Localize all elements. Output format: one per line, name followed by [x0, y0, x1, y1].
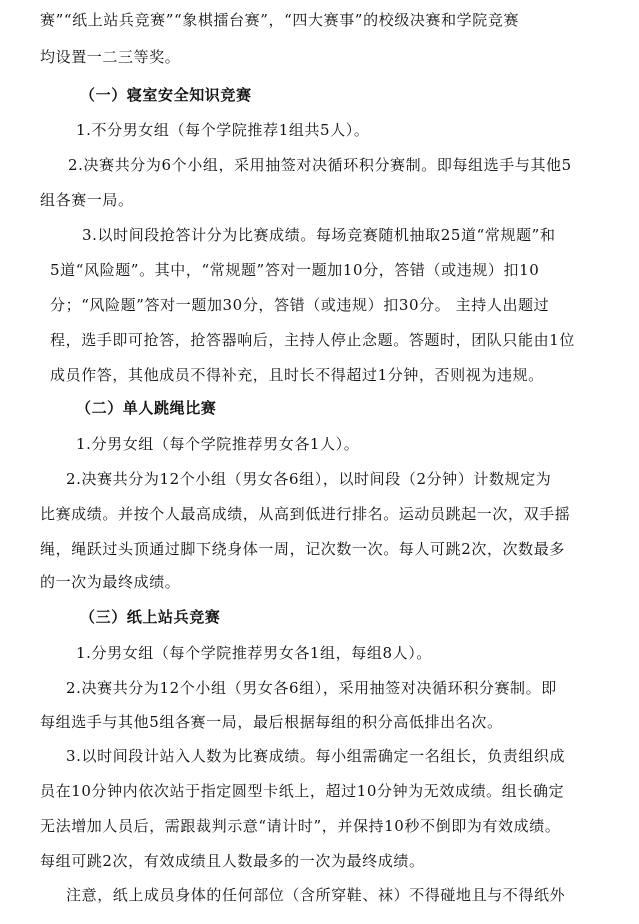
- section-heading-paper-standing: （三）纸上站兵竞赛: [80, 608, 221, 626]
- text-line: 程，选手即可抢答，抢答器响后，主持人停止念题。答题时，团队只能由1位: [50, 331, 575, 349]
- text-line: 2.决赛共分为6个小组，采用抽签对决循环积分赛制。即每组选手与其他5: [68, 156, 572, 174]
- text-line: 注意，纸上成员身体的任何部位（含所穿鞋、袜）不得碰地且与不得纸外: [66, 886, 566, 904]
- text-line: 组各赛一局。: [40, 191, 134, 209]
- text-line: 无法增加人员后，需跟裁判示意“请计时”，并保持10秒不倒即为有效成绩。: [40, 817, 561, 835]
- text-line: 2.决赛共分为12个小组（男女各6组），以时间段（2分钟）计数规定为: [66, 470, 552, 488]
- text-line: 员在10分钟内依次站于指定圆型卡纸上，超过10分钟为无效成绩。组长确定: [40, 782, 565, 800]
- text-line: 每组选手与其他5组各赛一局，最后根据每组的积分高低排出名次。: [40, 713, 503, 731]
- text-line: 赛”“纸上站兵竞赛”“象棋擂台赛”，“四大赛事”的校级决赛和学院竞赛: [40, 11, 520, 29]
- text-line: 成员作答，其他成员不得补充，且时长不得超过1分钟，否则视为违规。: [50, 366, 544, 384]
- text-line: 3.以时间段计站入人数为比赛成绩。每小组需确定一名组长，负责组织成: [66, 747, 566, 765]
- text-line: 均设置一二三等奖。: [40, 48, 181, 66]
- text-line: 1.分男女组（每个学院推荐男女各1组，每组8人）。: [76, 644, 432, 662]
- section-heading-dorm-safety: （一）寝室安全知识竞赛: [80, 86, 252, 104]
- text-line: 每组可跳2次，有效成绩且人数最多的一次为最终成绩。: [40, 852, 425, 870]
- text-line: 的一次为最终成绩。: [40, 573, 181, 591]
- section-heading-jump-rope: （二）单人跳绳比赛: [76, 399, 217, 417]
- text-line: 3.以时间段抢答计分为比赛成绩。每场竞赛随机抽取25道“常规题”和: [82, 226, 556, 244]
- text-line: 分；“风险题”答对一题加30分，答错（或违规）扣30分。 主持人出题过: [50, 296, 550, 314]
- text-line: 绳，绳跃过头顶通过脚下绕身体一周，记次数一次。每人可跳2次，次数最多: [40, 540, 565, 558]
- text-line: 1.分男女组（每个学院推荐男女各1人）。: [76, 435, 360, 453]
- text-line: 1.不分男女组（每个学院推荐1组共5人）。: [76, 121, 370, 139]
- text-line: 2.决赛共分为12个小组（男女各6组），采用抽签对决循环积分赛制。即: [66, 679, 557, 697]
- text-line: 5道“风险题”。其中，“常规题”答对一题加10分，答错（或违规）扣10: [50, 261, 540, 279]
- text-line: 比赛成绩。并按个人最高成绩，从高到低进行排名。运动员跳起一次，双手摇: [40, 505, 571, 523]
